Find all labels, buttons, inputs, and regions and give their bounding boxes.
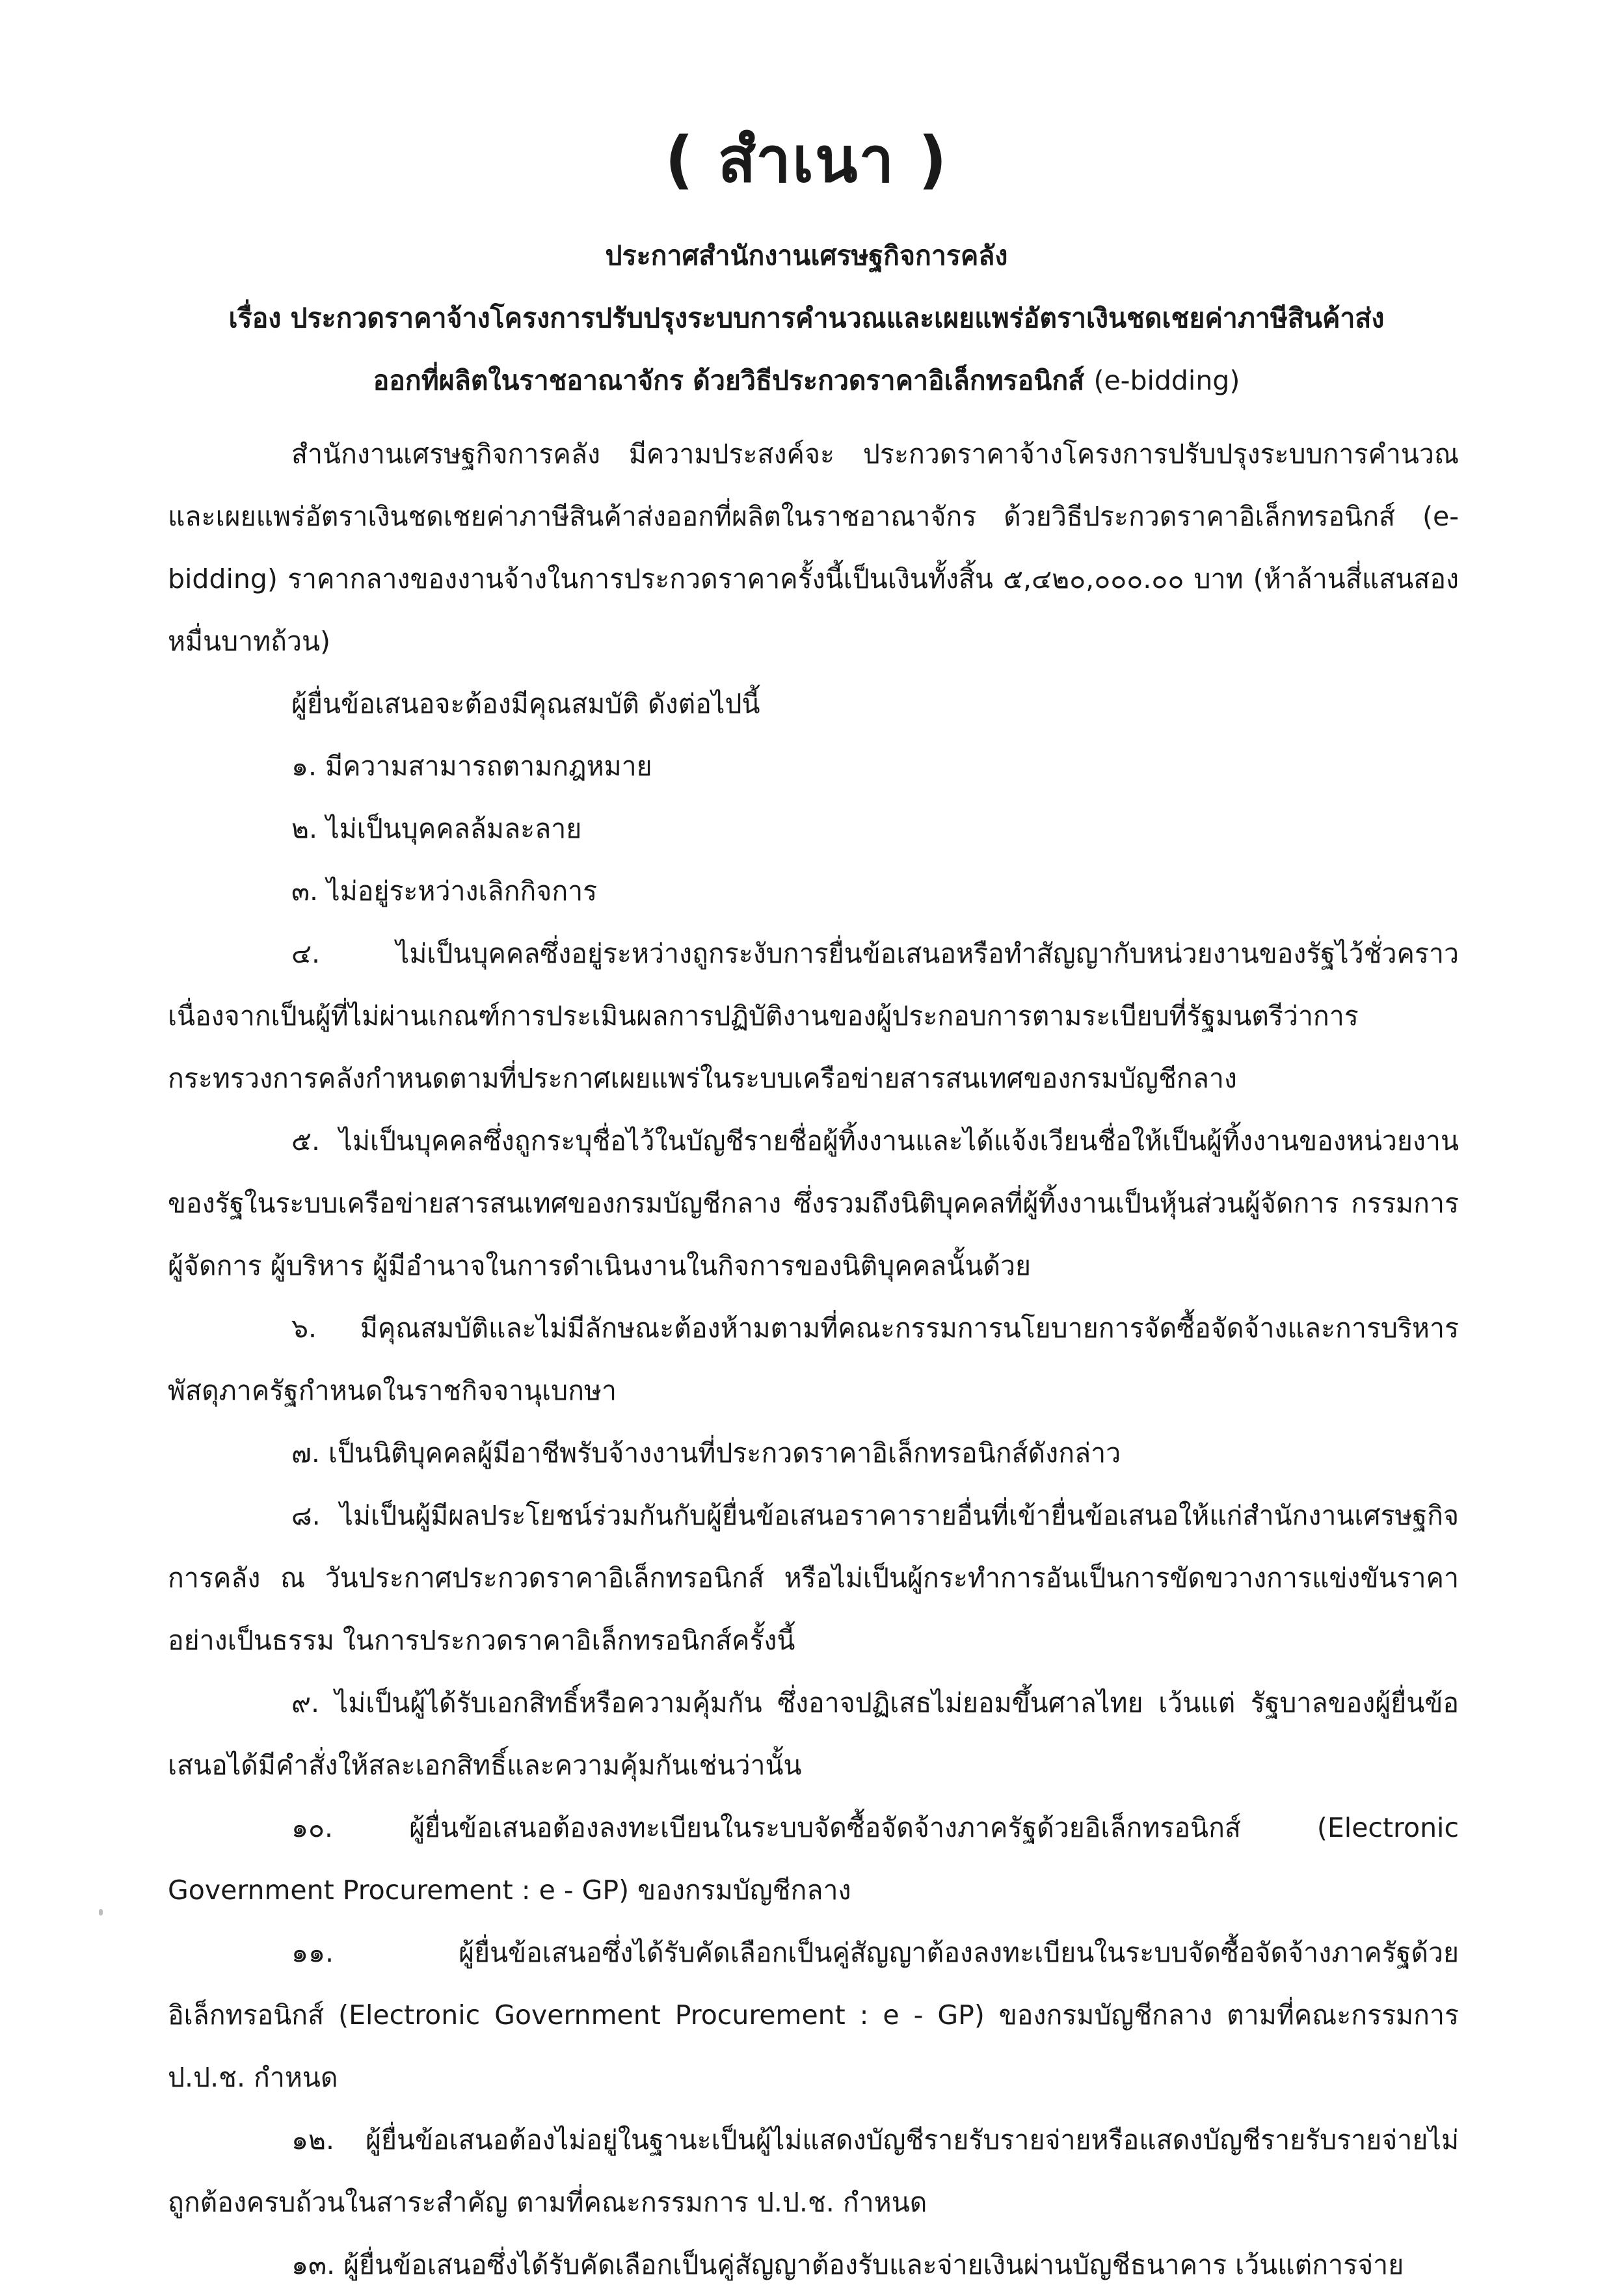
- qualification-item-7: ๗. เป็นนิติบุคคลผู้มีอาชีพรับจ้างงานที่ประกวดราคาอิเล็กทรอนิกส์ดังกล่าว: [291, 1437, 1121, 1469]
- qualification-item-13: ๑๓. ผู้ยื่นข้อเสนอซึ่งได้รับคัดเลือกเป็นคู่สัญญาต้องรับและจ่ายเงินผ่านบัญชีธนาคาร เว้นแต่การจ่าย: [291, 2249, 1404, 2280]
- qualification-item-12: ๑๒. ผู้ยื่นข้อเสนอต้องไม่อยู่ในฐานะเป็นผู้ไม่แสดงบัญชีรายรับรายจ่ายหรือแสดงบัญชีรายรับรายจ่ายไม่ถูกต้องครบถ้วนในสาระสำคัญ ตามที่คณะกรรมการ ป.ป.ช. กำหนด: [168, 2124, 1459, 2218]
- copy-stamp: ( สำเนา ): [665, 124, 948, 196]
- qualifications-lead: ผู้ยื่นข้อเสนอจะต้องมีคุณสมบัติ ดังต่อไปนี้: [291, 688, 760, 719]
- qualification-item-10: ๑๐. ผู้ยื่นข้อเสนอต้องลงทะเบียนในระบบจัดซื้อจัดจ้างภาครัฐด้วยอิเล็กทรอนิกส์ (Electronic Government Procurement : e - GP) ของกรมบัญชีกลาง: [168, 1812, 1459, 1906]
- scan-speck: [99, 1909, 103, 1916]
- heading-line-3-thai: ออกที่ผลิตในราชอาณาจักร ด้วยวิธีประกวดราคาอิเล็กทรอนิกส์: [373, 365, 1085, 396]
- qualification-item-3: ๓. ไม่อยู่ระหว่างเลิกกิจการ: [291, 875, 598, 907]
- qualification-item-5: ๕. ไม่เป็นบุคคลซึ่งถูกระบุชื่อไว้ในบัญชีรายชื่อผู้ทิ้งงานและได้แจ้งเวียนชื่อให้เป็นผู้ทิ้งงานของหน่วยงานของรัฐในระบบเครือข่ายสารสนเทศของกรมบัญชีกลาง ซึ่งรวมถึงนิติบุคคลที่ผู้ทิ้งงานเป็นหุ้นส่วนผู้จัดการ กรรมการผู้จัดการ ผู้บริหาร ผู้มีอำนาจในการดำเนินงานในกิจการของนิติบุคคลนั้นด้วย: [168, 1125, 1459, 1281]
- qualification-item-2: ๒. ไม่เป็นบุคคลล้มละลาย: [291, 813, 582, 844]
- heading-line-3: [130, 349, 1483, 412]
- qualification-item-4: ๔. ไม่เป็นบุคคลซึ่งอยู่ระหว่างถูกระงับการยื่นข้อเสนอหรือทำสัญญากับหน่วยงานของรัฐไว้ชั่วคราวเนื่องจากเป็นผู้ที่ไม่ผ่านเกณฑ์การประเมินผลการปฏิบัติงานของผู้ประกอบการตามระเบียบที่รัฐมนตรีว่าการกระทรวงการคลังกำหนดตามที่ประกาศเผยแพร่ในระบบเครือข่ายสารสนเทศของกรมบัญชีกลาง: [168, 938, 1459, 1094]
- heading-line-2: เรื่อง ประกวดราคาจ้างโครงการปรับปรุงระบบการคำนวณและเผยแพร่อัตราเงินชดเชยค่าภาษีสินค้าส่ง: [228, 302, 1385, 334]
- qualification-item-9: ๙. ไม่เป็นผู้ได้รับเอกสิทธิ์หรือความคุ้มกัน ซึ่งอาจปฏิเสธไม่ยอมขึ้นศาลไทย เว้นแต่ รัฐบาลของผู้ยื่นข้อเสนอได้มีคำสั่งให้สละเอกสิทธิ์และความคุ้มกันเช่นว่านั้น: [168, 1687, 1459, 1781]
- qualification-item-6: ๖. มีคุณสมบัติและไม่มีลักษณะต้องห้ามตามที่คณะกรรมการนโยบายการจัดซื้อจัดจ้างและการบริหารพัสดุภาครัฐกำหนดในราชกิจจานุเบกษา: [168, 1313, 1459, 1406]
- heading-line-1: ประกาศสำนักงานเศรษฐกิจการคลัง: [605, 240, 1008, 271]
- qualification-item-11: ๑๑. ผู้ยื่นข้อเสนอซึ่งได้รับคัดเลือกเป็นคู่สัญญาต้องลงทะเบียนในระบบจัดซื้อจัดจ้างภาครัฐด้วยอิเล็กทรอนิกส์ (Electronic Government Procurement : e - GP) ของกรมบัญชีกลาง ตามที่คณะกรรมการ ป.ป.ช. กำหนด: [168, 1937, 1459, 2093]
- qualification-item-1: ๑. มีความสามารถตามกฎหมาย: [291, 751, 652, 782]
- document-body: [168, 423, 1459, 2296]
- heading-line-3-eng: (e-bidding): [1093, 365, 1240, 396]
- intro-paragraph: สำนักงานเศรษฐกิจการคลัง มีความประสงค์จะ ประกวดราคาจ้างโครงการปรับปรุงระบบการคำนวณและเผยแพร่อัตราเงินชดเชยค่าภาษีสินค้าส่งออกที่ผลิตในราชอาณาจักร ด้วยวิธีประกวดราคาอิเล็กทรอนิกส์ (e-bidding) ราคากลางของงานจ้างในการประกวดราคาครั้งนี้เป็นเงินทั้งสิ้น ๕,๔๒๐,๐๐๐.๐๐ บาท (ห้าล้านสี่แสนสองหมื่นบาทถ้วน): [168, 438, 1459, 657]
- announcement-heading: [130, 224, 1483, 412]
- qualification-item-8: ๘. ไม่เป็นผู้มีผลประโยชน์ร่วมกันกับผู้ยื่นข้อเสนอราคารายอื่นที่เข้ายื่นข้อเสนอให้แก่สำนักงานเศรษฐกิจการคลัง ณ วันประกาศประกวดราคาอิเล็กทรอนิกส์ หรือไม่เป็นผู้กระทำการอันเป็นการขัดขวางการแข่งขันราคาอย่างเป็นธรรม ในการประกวดราคาอิเล็กทรอนิกส์ครั้งนี้: [168, 1500, 1459, 1656]
